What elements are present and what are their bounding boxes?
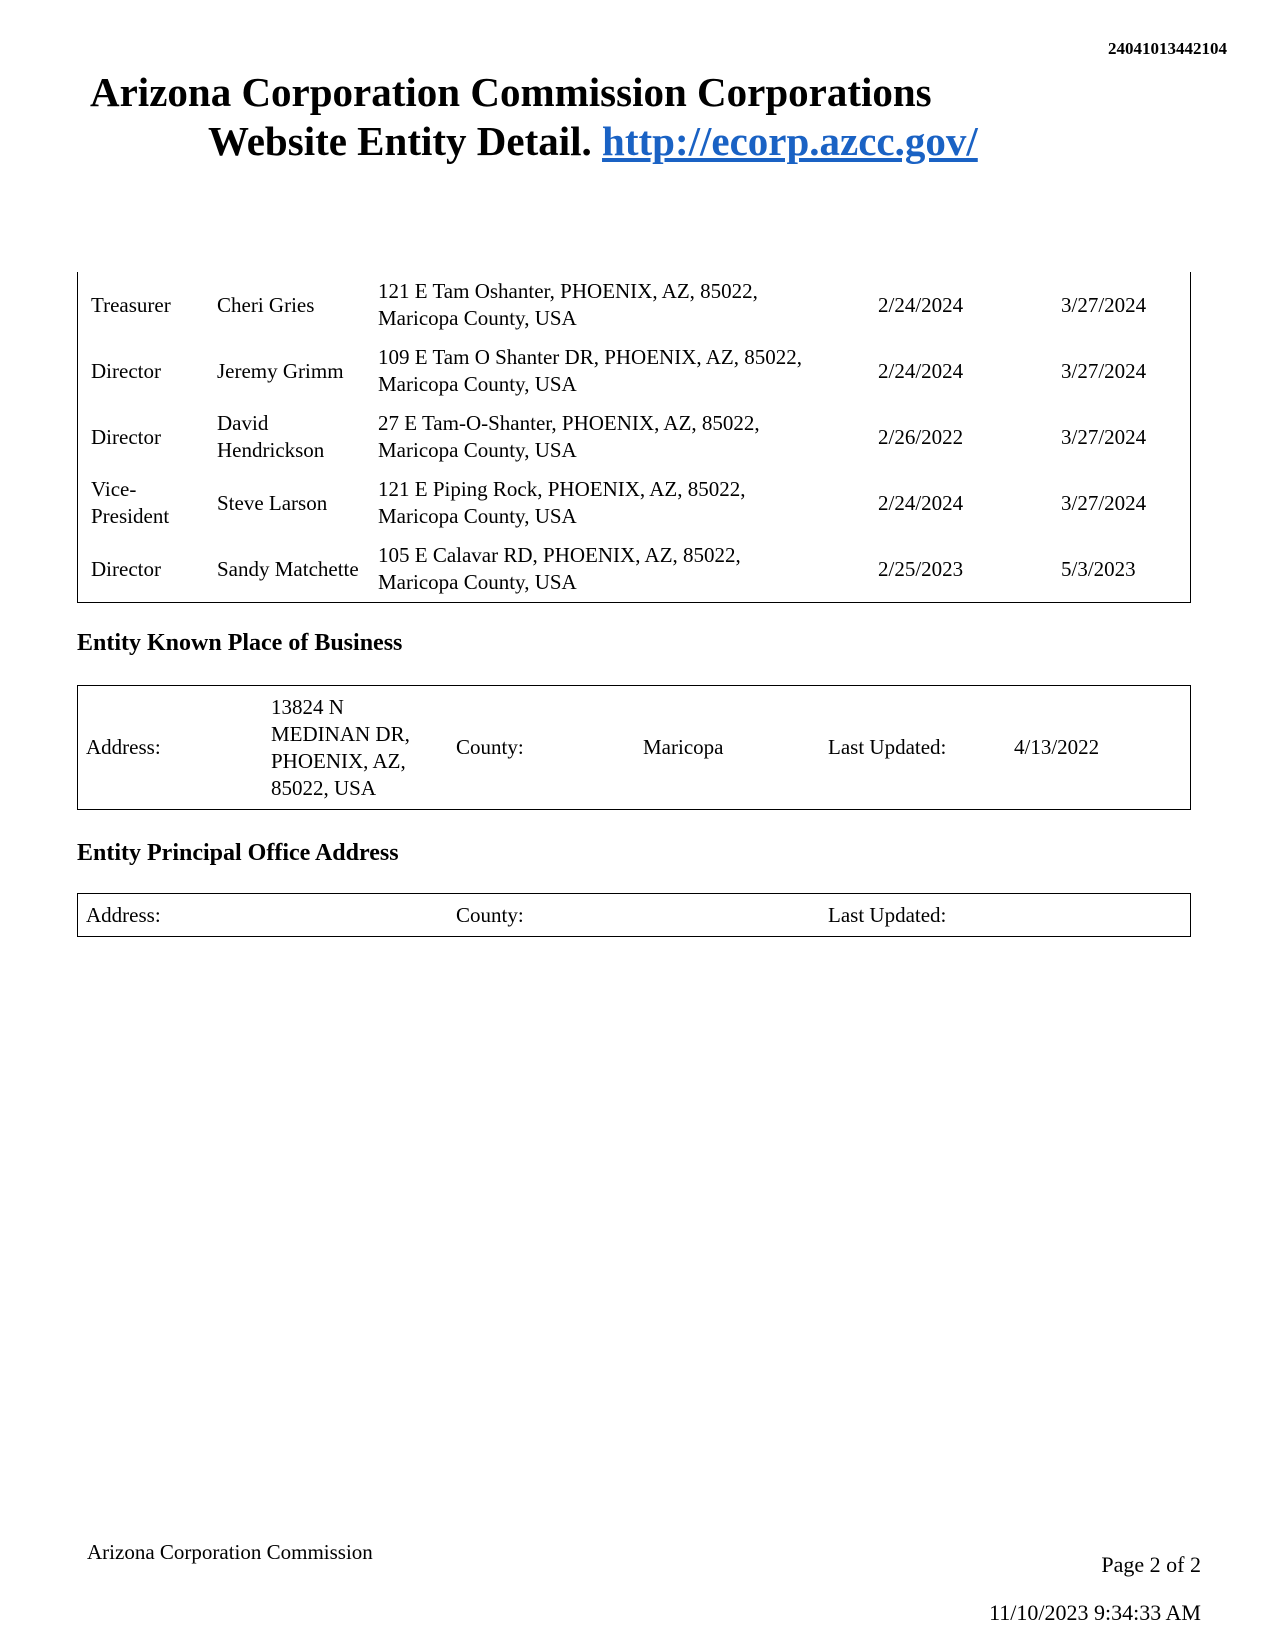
- officer-date-taking-office: 2/26/2022: [878, 424, 964, 449]
- known-place-heading: Entity Known Place of Business: [77, 630, 403, 656]
- document-id: 24041013442104: [1108, 39, 1227, 58]
- officer-last-updated: 3/27/2024: [1061, 358, 1147, 383]
- title-line-2: [208, 116, 1230, 166]
- principal-office-box: [77, 893, 1191, 937]
- title-prefix: Website Entity Detail.: [208, 118, 603, 164]
- officer-name: David Hendrickson: [217, 411, 325, 462]
- officer-last-updated: 3/27/2024: [1061, 424, 1147, 449]
- principal-office-heading: Entity Principal Office Address: [77, 840, 399, 866]
- kpob-address-value: 13824 N MEDINAN DR, PHOENIX, AZ, 85022, USA: [271, 694, 410, 800]
- kpob-address-label: Address:: [86, 735, 161, 759]
- officer-date-taking-office: 2/24/2024: [878, 490, 964, 515]
- officer-name: Sandy Matchette: [217, 556, 359, 581]
- officer-date-taking-office: 2/25/2023: [878, 556, 964, 581]
- table-row: [78, 404, 1190, 470]
- officer-title: Director: [91, 556, 161, 581]
- table-row: [78, 338, 1190, 404]
- officer-name: Cheri Gries: [217, 292, 315, 317]
- kpob-county-value: Maricopa: [643, 735, 724, 759]
- officer-date-taking-office: 2/24/2024: [878, 292, 964, 317]
- officer-address: 109 E Tam O Shanter DR, PHOENIX, AZ, 85022, Maricopa County, USA: [378, 345, 802, 396]
- officer-title: Treasurer: [91, 292, 171, 317]
- officer-title: Vice-President: [91, 477, 170, 528]
- poa-address-label: Address:: [86, 902, 161, 927]
- officer-last-updated: 5/3/2023: [1061, 556, 1136, 581]
- footer-timestamp: 11/10/2023 9:34:33 AM: [989, 1600, 1201, 1625]
- officer-date-taking-office: 2/24/2024: [878, 358, 964, 383]
- officer-address: 105 E Calavar RD, PHOENIX, AZ, 85022, Maricopa County, USA: [378, 543, 741, 594]
- page-number: Page 2 of 2: [1101, 1552, 1201, 1577]
- officer-last-updated: 3/27/2024: [1061, 490, 1147, 515]
- officer-title: Director: [91, 424, 161, 449]
- kpob-last-updated-value: 4/13/2022: [1014, 735, 1100, 759]
- page-title: [90, 68, 1230, 166]
- table-row: [78, 536, 1190, 602]
- officer-title: Director: [91, 358, 161, 383]
- poa-last-updated-label: Last Updated:: [828, 902, 947, 927]
- officer-address: 121 E Tam Oshanter, PHOENIX, AZ, 85022, Maricopa County, USA: [378, 279, 758, 330]
- kpob-last-updated-label: Last Updated:: [828, 735, 947, 759]
- footer-org: Arizona Corporation Commission: [87, 1540, 373, 1564]
- table-row: [78, 272, 1190, 338]
- officer-name: Steve Larson: [217, 490, 328, 515]
- known-place-box: [77, 685, 1191, 810]
- officer-name: Jeremy Grimm: [217, 358, 344, 383]
- table-row: [78, 470, 1190, 536]
- officer-address: 121 E Piping Rock, PHOENIX, AZ, 85022, Maricopa County, USA: [378, 477, 746, 528]
- kpob-county-label: County:: [456, 735, 524, 759]
- officer-last-updated: 3/27/2024: [1061, 292, 1147, 317]
- ecorp-link[interactable]: http://ecorp.azcc.gov/: [602, 118, 978, 164]
- officer-address: 27 E Tam-O-Shanter, PHOENIX, AZ, 85022, Maricopa County, USA: [378, 411, 760, 462]
- poa-county-label: County:: [456, 902, 524, 927]
- title-line-1: Arizona Corporation Commission Corporations: [90, 69, 932, 115]
- officers-table: [77, 272, 1191, 603]
